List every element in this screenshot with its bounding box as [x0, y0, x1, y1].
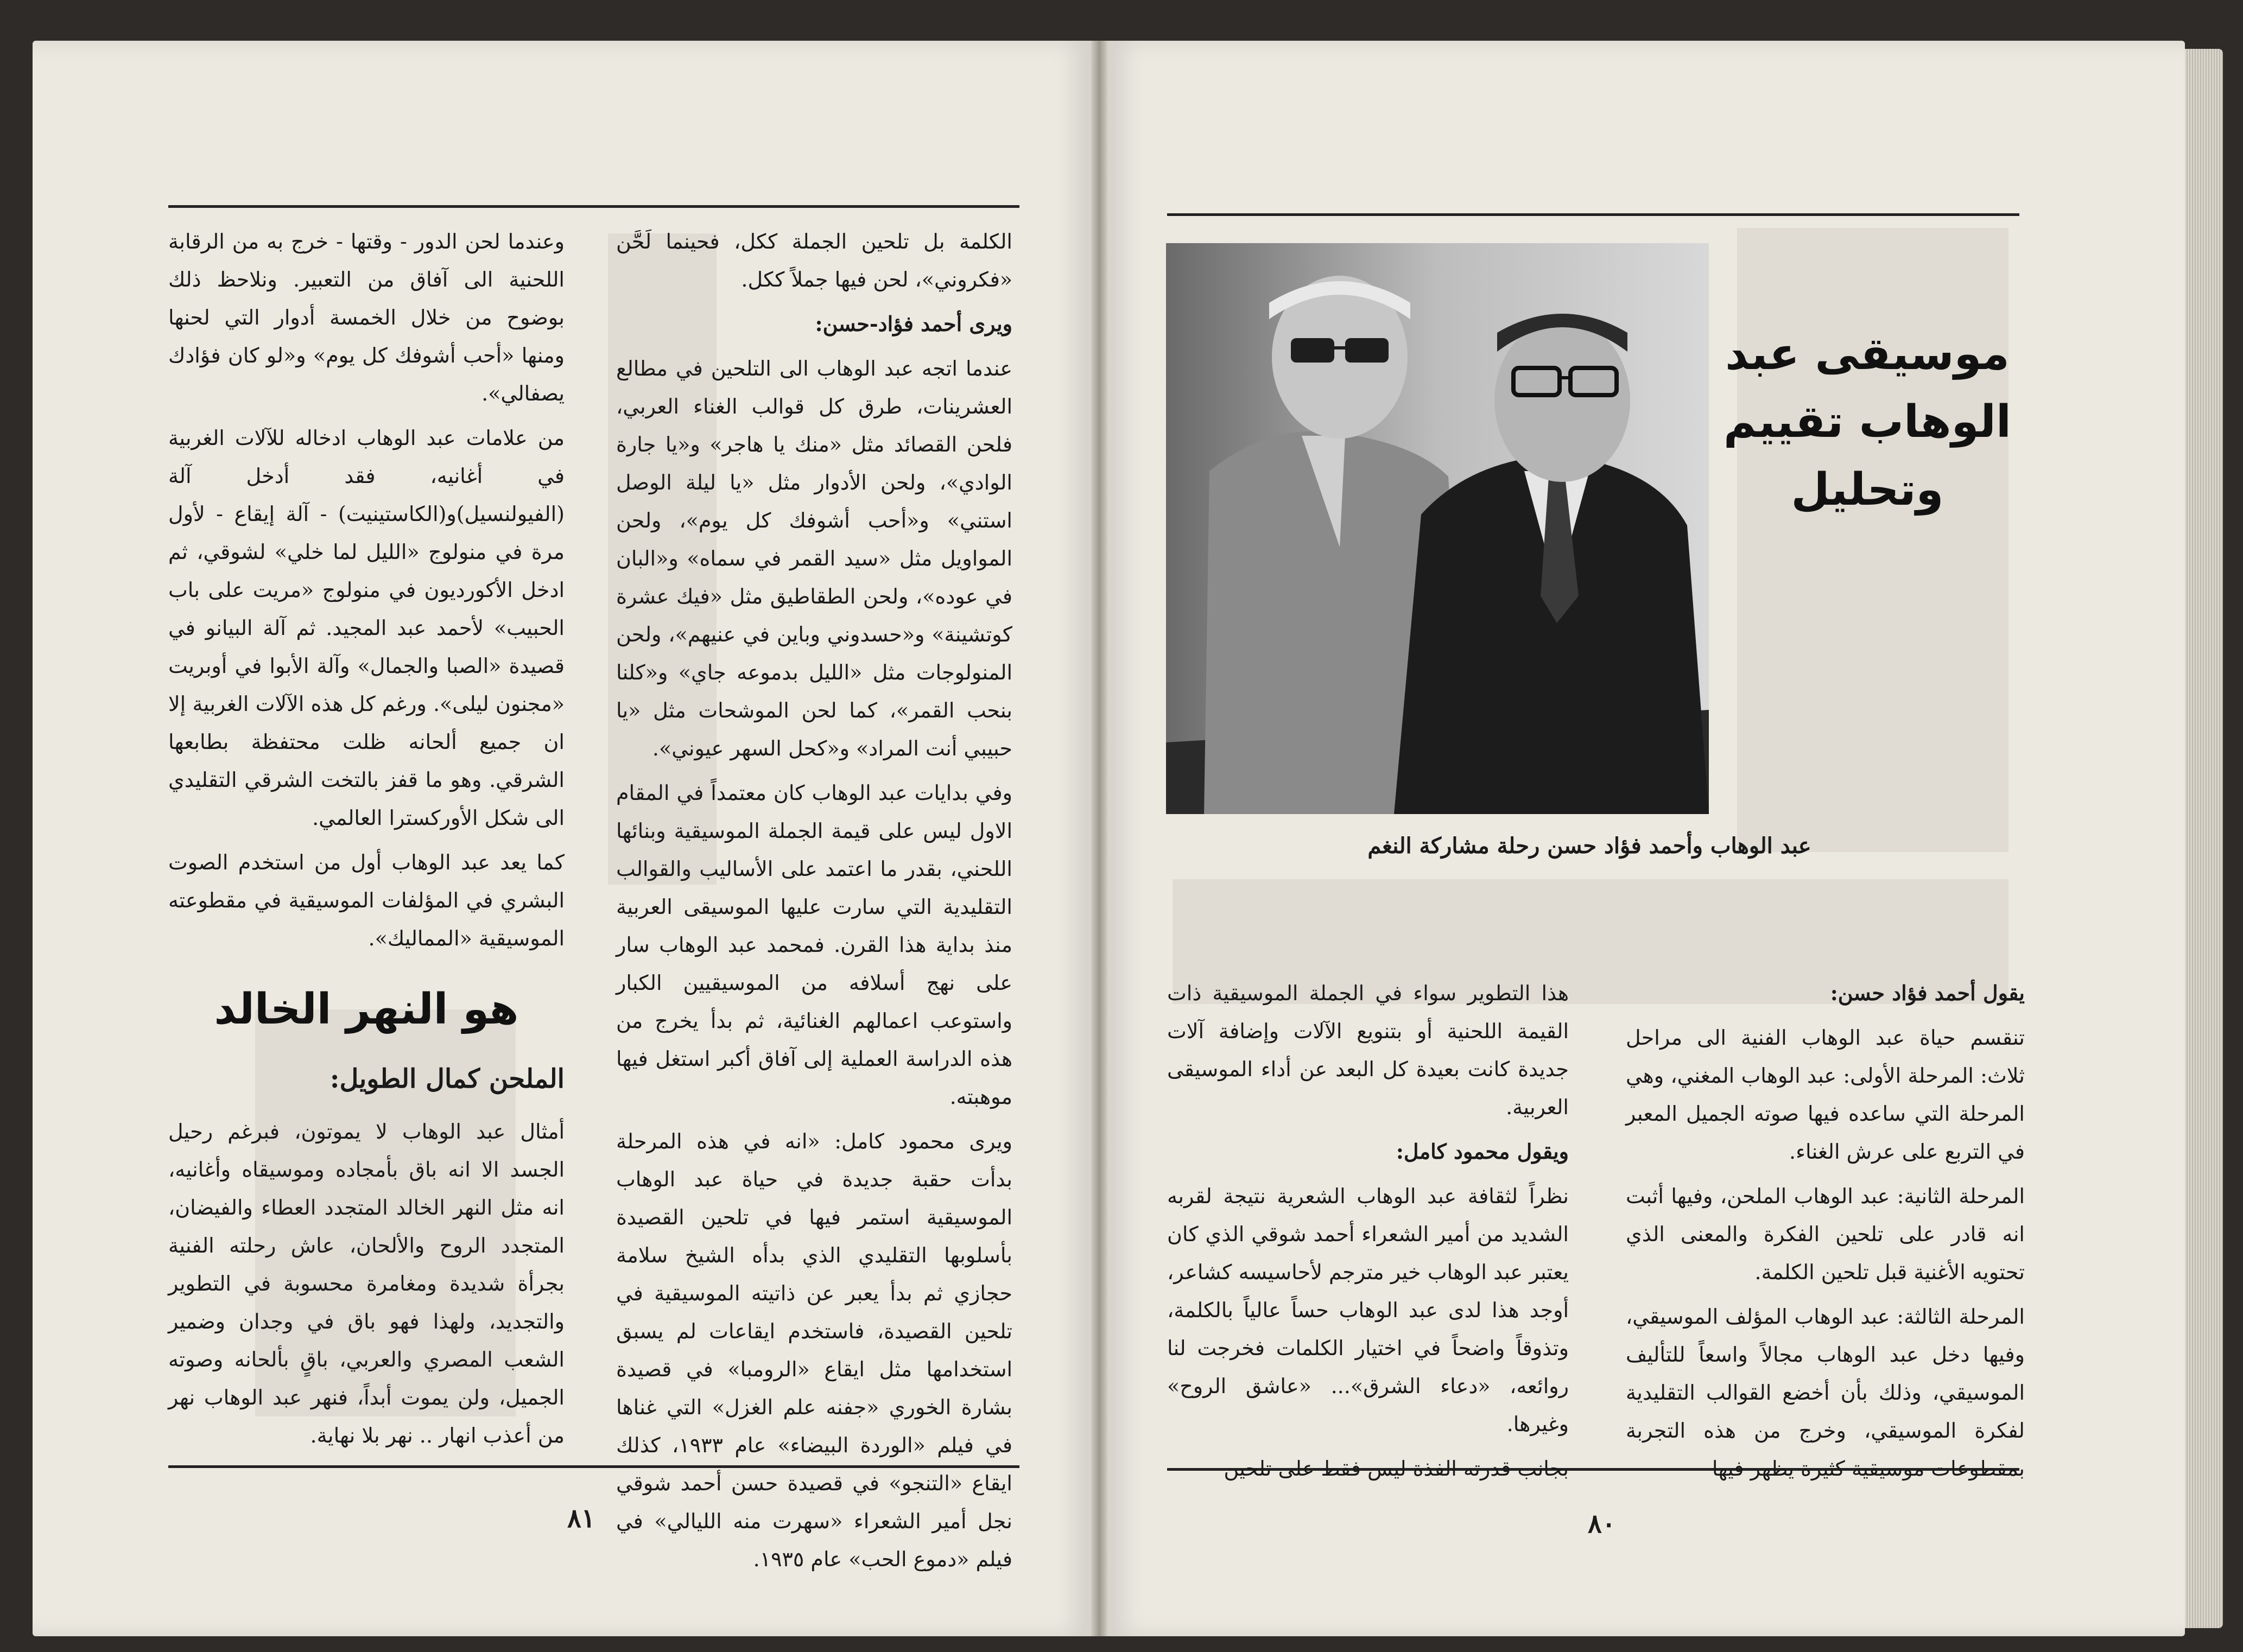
top-rule-left — [168, 205, 1019, 208]
left-page-column-right — [616, 223, 1012, 1571]
left-page-section-text — [168, 1113, 565, 1454]
paragraph: نظراً لثقافة عبد الوهاب الشعرية نتيجة لقربه الشديد من أمير الشعراء أحمد شوقي الذي كان يعتبر عبد الوهاب خير مترجم لأحاسيسه كشاعر، أوجد هذا لدى عبد الوهاب حساً عالياً بالكلمة، وتذوقاً واضحاً في اختيار الكلمات فخرجت لنا روائعه، «دعاء الشرق»... «عاشق الروح» وغيرها. — [1167, 1184, 1569, 1436]
paragraph: ويرى محمود كامل: «انه في هذه المرحلة بدأت حقبة جديدة في حياة عبد الوهاب الموسيقية استمر فيها في تلحين القصيدة بأسلوبها التقليدي الذي بدأه الشيخ سلامة حجازي ثم بدأ يعبر عن ذاتيته الموسيقية في تلحين القصيدة، فاستخدم ايقاعات لم يسبق استخدامها مثل ايقاع «الرومبا» في قصيدة بشارة الخوري «جفنه علم الغزل» التي غناها في فيلم «الوردة البيضاء» عام ١٩٣٣، كذلك ايقاع «التنجو» في قصيدة حسن أحمد شوقي نجل أمير الشعراء «سهرت منه الليالي» في فيلم «دموع الحب» عام ١٩٣٥. — [616, 1129, 1012, 1571]
right-page-column-right — [1626, 974, 2025, 1481]
inline-heading: ويقول محمود كامل: — [1396, 1139, 1569, 1164]
right-page-column-left — [1167, 974, 1569, 1481]
paragraph: وفي بدايات عبد الوهاب كان معتمداً في المقام الاول ليس على قيمة الجملة الموسيقية وبنائها اللحني، بقدر ما اعتمد على الأساليب والقوالب التقليدية التي سارت عليها الموسيقى العربية منذ بداية هذا القرن. فمحمد عبد الوهاب سار على نهج أسلافه من الموسيقيين الكبار واستوعب اعمالهم الغنائية، ثم بدأ يخرج من هذه الدراسة العملية إلى آفاق أكبر استغل فيها موهبته. — [616, 781, 1012, 1109]
article-title-line: وتحليل — [1791, 464, 1944, 516]
page-edges — [2185, 49, 2223, 1628]
photo-caption: عبد الوهاب وأحمد فؤاد حسن رحلة مشاركة النغم — [1367, 833, 1811, 859]
paragraph: عندما اتجه عبد الوهاب الى التلحين في مطالع العشرينات، طرق كل قوالب الغناء العربي، فلحن القصائد مثل «منك يا هاجر» و«يا جارة الوادي»، ولحن الأدوار مثل «يا ليلة الوصل استني» و«أحب أشوفك كل يوم»، ولحن المواويل مثل «سيد القمر في سماه» و«البان في عوده»، ولحن الطقاطيق مثل «فيك عشرة كوتشينة» و«حسدوني وباين في عنيهم»، ولحن المنولوجات مثل «الليل بدموعه جاي» و«كلنا بنحب القمر»، كما لحن الموشحات مثل «يا حبيبي أنت المراد» و«كحل السهر عيوني». — [616, 357, 1012, 760]
paragraph: وعندما لحن الدور - وقتها - خرج به من الرقابة اللحنية الى آفاق من التعبير. ونلاحظ ذلك بوضوح من خلال الخمسة أدوار التي لحنها ومنها «أحب أشوفك كل يوم» و«لو كان فؤادك يصفالي». — [168, 230, 565, 405]
paragraph: هذا التطوير سواء في الجملة الموسيقية ذات القيمة اللحنية أو بتنويع الآلات وإضافة آلات جديدة كانت بعيدة كل البعد عن أداء الموسيقى العربية. — [1167, 981, 1569, 1119]
paragraph: بجانب قدرته الفذة ليس فقط على تلحين — [1224, 1457, 1569, 1481]
photo-image — [1166, 243, 1709, 814]
article-title — [1715, 320, 2019, 524]
article-title-line: موسيقى عبد — [1725, 328, 2010, 380]
man-right-face — [1494, 319, 1630, 482]
inline-heading: ويرى أحمد فؤاد-حسن: — [815, 312, 1012, 336]
top-rule-right — [1167, 213, 2019, 216]
paragraph: المرحلة الثانية: عبد الوهاب الملحن، وفيها أثبت انه قادر على تلحين الفكرة والمعنى الذي تحتويه الأغنية قبل تلحين الكلمة. — [1626, 1184, 2025, 1284]
paragraph: الكلمة بل تلحين الجملة ككل، فحينما لَحَّن «فكروني»، لحن فيها جملاً ككل. — [616, 230, 1012, 291]
section-subtitle: الملحن كمال الطويل: — [330, 1064, 565, 1094]
paragraph: من علامات عبد الوهاب ادخاله للآلات الغربية في أغانيه، فقد أدخل آلة (الفيولنسيل)و(الكاستينيت) - آلة إيقاع - لأول مرة في منولوج «الليل لما خلي» لشوقي، ثم ادخل الأكورديون في منولوج «مريت على باب الحبيب» لأحمد عبد المجيد. ثم آلة البيانو في قصيدة «الصبا والجمال» وآلة الأبوا في أوبريت «مجنون ليلى». ورغم كل هذه الآلات الغربية إلا ان جميع ألحانه ظلت محتفظة بطابعها الشرقي. وهو ما قفز بالتخت الشرقي التقليدي الى شكل الأوركسترا العالمي. — [168, 426, 565, 830]
page-number-left: ٨١ — [567, 1503, 595, 1534]
left-page-column-left — [168, 223, 565, 950]
paragraph: المرحلة الثالثة: عبد الوهاب المؤلف الموسيقي، وفيها دخل عبد الوهاب مجالاً واسعاً للتأليف الموسيقي، وذلك بأن أخضع القوالب التقليدية لفكرة الموسيقي، وخرج من هذه التجربة بمقطوعات موسيقية كثيرة يظهر فيها — [1626, 1305, 2025, 1481]
book-spine — [1091, 41, 1107, 1636]
inline-heading: يقول أحمد فؤاد حسن: — [1830, 981, 2025, 1005]
article-title-line: الوهاب تقييم — [1724, 396, 2011, 448]
section-title: هو النهر الخالد — [214, 985, 519, 1034]
paragraph: أمثال عبد الوهاب لا يموتون، فبرغم رحيل الجسد الا انه باق بأمجاده وموسيقاه وأغانيه، انه مثل النهر الخالد المتجدد العطاء والفيضان، المتجدد الروح والألحان، عاش رحلته الفنية بجرأة شديدة ومغامرة محسوبة في التطوير والتجديد، ولهذا فهو باق في وجدان وضمير الشعب المصري والعربي، باقٍ بألحانه وصوته الجميل، ولن يموت أبداً، فنهر عبد الوهاب نهر من أعذب انهار .. نهر بلا نهاية. — [168, 1120, 565, 1447]
paragraph: كما يعد عبد الوهاب أول من استخدم الصوت البشري في المؤلفات الموسيقية في مقطوعته الموسيقية «المماليك». — [168, 850, 565, 950]
page-number-right: ٨٠ — [1588, 1509, 1616, 1539]
photo — [1166, 243, 1709, 814]
paragraph: تنقسم حياة عبد الوهاب الفنية الى مراحل ثلاث: المرحلة الأولى: عبد الوهاب المغني، وهي المرحلة التي ساعده فيها صوته الجميل المعبر في التربع على عرش الغناء. — [1626, 1026, 2025, 1164]
